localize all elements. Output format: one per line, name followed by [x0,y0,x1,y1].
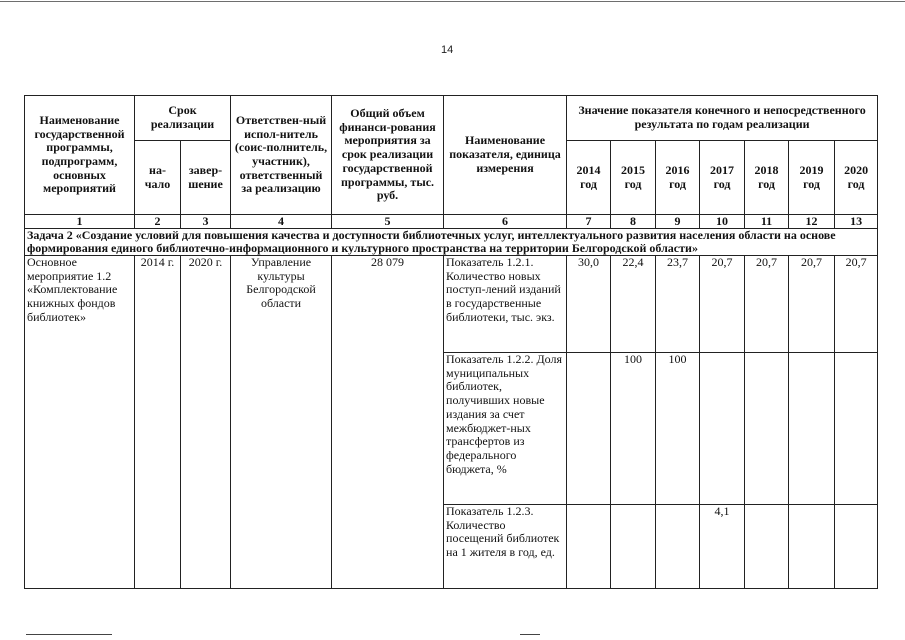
header-indicator: Наименование показателя, единица измерения [444,96,567,215]
indicator-value: 20,7 [835,256,878,353]
header-program-name: Наименование государственной программы, подпрограмм, основных мероприятий [25,96,135,215]
activity-name: Основное мероприятие 1.2 «Комплектование книжных фондов библиотек» [25,256,135,589]
column-number: 9 [656,215,700,229]
indicator-value [656,505,700,589]
column-number: 11 [745,215,789,229]
column-number: 12 [789,215,835,229]
header-year: 2016 год [656,141,700,215]
column-number: 6 [444,215,567,229]
activity-financing: 28 079 [332,256,444,589]
indicator-name: Показатель 1.2.1. Количество новых поступ-лений изданий в государственные библиотеки, тыс. экз. [444,256,567,353]
header-year: 2018 год [745,141,789,215]
indicator-value: 100 [656,353,700,505]
header-row-1 [25,96,878,141]
top-border-line [0,1,905,2]
header-year: 2019 год [789,141,835,215]
indicator-value [745,505,789,589]
indicator-value [567,505,611,589]
header-year: 2014 год [567,141,611,215]
indicator-value [789,505,835,589]
header-values: Значение показателя конечного и непосредственного результата по годам реализации [567,96,878,141]
column-number: 13 [835,215,878,229]
indicator-value [789,353,835,505]
indicator-value: 20,7 [789,256,835,353]
page-number: 14 [441,44,454,56]
column-numbers-row [25,215,878,229]
column-number: 7 [567,215,611,229]
header-financing: Общий объем финанси-рования мероприятия за срок реализации государственной программы, тыс. руб. [332,96,444,215]
column-number: 3 [181,215,231,229]
header-year: 2020 год [835,141,878,215]
scan-edge-line [520,634,540,635]
indicator-name: Показатель 1.2.2. Доля муниципальных библиотек, получивших новые издания за счет межбюджет-ных трансфертов из федерального бюджета, % [444,353,567,505]
indicator-value [567,353,611,505]
column-number: 5 [332,215,444,229]
indicator-value: 30,0 [567,256,611,353]
indicator-value: 100 [611,353,656,505]
column-number: 4 [231,215,332,229]
indicator-value [835,353,878,505]
header-year: 2015 год [611,141,656,215]
column-number: 10 [700,215,745,229]
header-year: 2017 год [700,141,745,215]
indicator-value [835,505,878,589]
indicator-value [611,505,656,589]
column-number: 1 [25,215,135,229]
header-start: на-чало [135,141,181,215]
activity-end: 2020 г. [181,256,231,589]
column-number: 8 [611,215,656,229]
indicator-row-1 [25,256,878,353]
indicator-value: 20,7 [745,256,789,353]
indicator-value: 20,7 [700,256,745,353]
indicator-value: 4,1 [700,505,745,589]
activity-responsible: Управление культуры Белгородской области [231,256,332,589]
activity-start: 2014 г. [135,256,181,589]
header-term: Срок реализации [135,96,231,141]
header-responsible: Ответствен-ный испол-нитель (соис-полнитель, участник), ответственный за реализацию [231,96,332,215]
indicator-value [745,353,789,505]
task-title: Задача 2 «Создание условий для повышения качества и доступности библиотечных услуг, интеллектуального развития населения области на основе формирования единого библиотечно-информационного и культурного пространства на территории Белгородской области» [25,229,878,256]
indicator-value: 22,4 [611,256,656,353]
indicator-value: 23,7 [656,256,700,353]
indicator-name: Показатель 1.2.3. Количество посещений библиотек на 1 жителя в год, ед. [444,505,567,589]
header-end: завер-шение [181,141,231,215]
indicator-value [700,353,745,505]
column-number: 2 [135,215,181,229]
indicators-table [24,95,878,589]
task-row [25,229,878,256]
scan-edge-line [26,634,112,635]
